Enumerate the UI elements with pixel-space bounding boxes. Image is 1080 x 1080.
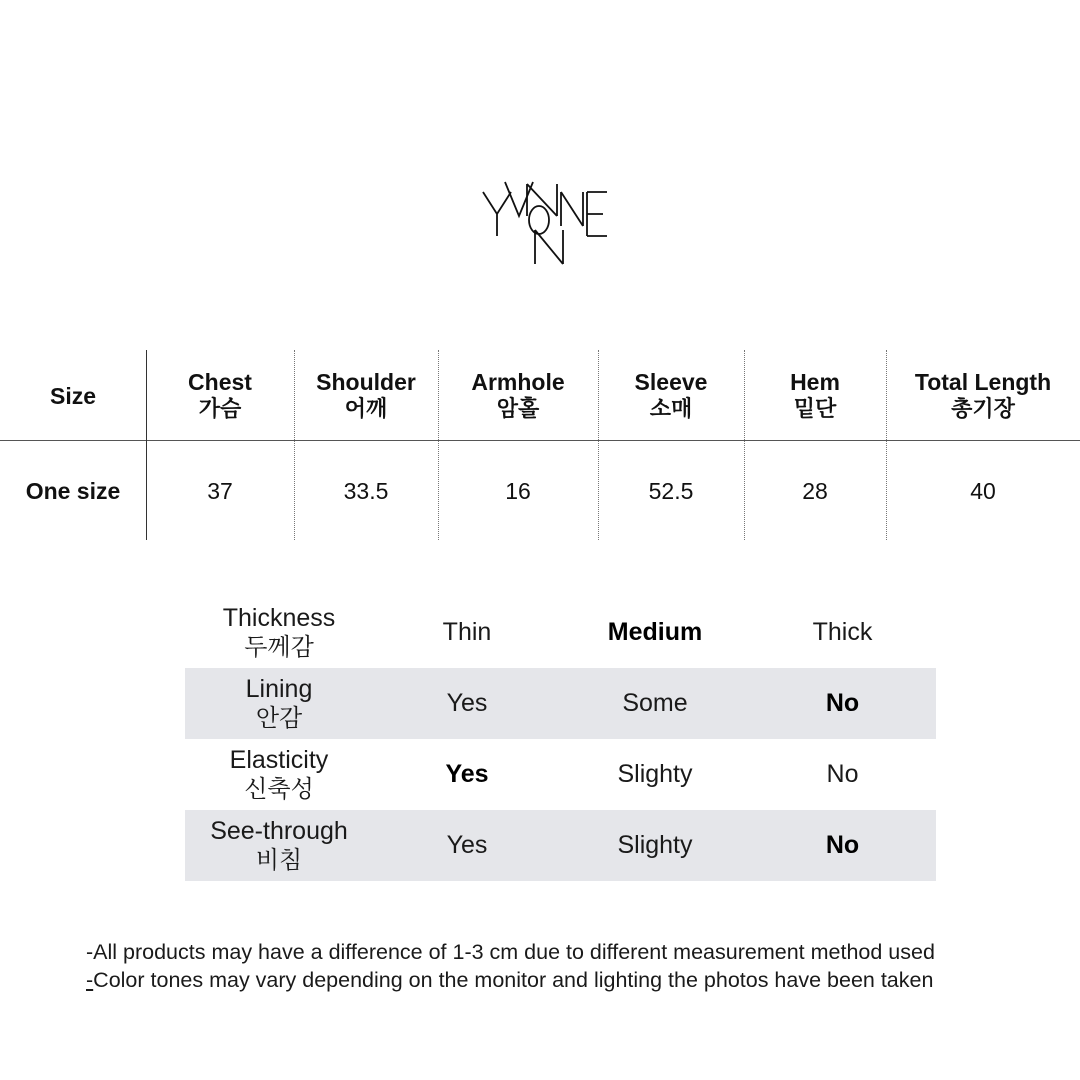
note-dash: - [86, 968, 94, 992]
fabric-row-thickness [185, 597, 936, 668]
note-text: Color tones may vary depending on the monitor and lighting the photos have been taken [93, 968, 934, 992]
attribute-en: Elasticity [229, 745, 329, 774]
fabric-option-selected: No [825, 689, 860, 717]
fabric-option: Slighty [617, 760, 693, 788]
col-header-total-length [886, 350, 1080, 441]
fabric-info-table [185, 597, 936, 881]
size-name: One size [25, 477, 121, 504]
fabric-attribute [185, 597, 373, 668]
size-header-label: Size [49, 382, 97, 409]
fabric-option: Some [622, 689, 688, 717]
size-table [0, 350, 1080, 540]
note-line: -All products may have a difference of 1-3 cm due to different measurement method used [86, 940, 935, 964]
column-divider [438, 350, 439, 540]
column-divider [294, 350, 295, 540]
fabric-option-selected: No [825, 831, 860, 859]
fabric-attribute [185, 668, 373, 739]
fabric-option-selected: Yes [445, 760, 489, 788]
attribute-ko: 안감 [255, 703, 303, 732]
col-header-en: Hem [790, 368, 840, 395]
size-table-header [0, 350, 1080, 441]
fabric-option: No [826, 760, 859, 788]
disclaimer-notes [86, 938, 1066, 994]
column-divider [146, 350, 147, 540]
fabric-option: Thin [442, 618, 492, 646]
fabric-option: Thick [812, 618, 873, 646]
col-header-ko: 어깨 [344, 396, 388, 422]
col-header-ko: 소매 [649, 396, 693, 422]
column-divider [744, 350, 745, 540]
col-header-en: Shoulder [316, 368, 416, 395]
brand-logo-mark [475, 180, 615, 270]
value-total-length: 40 [970, 477, 996, 504]
fabric-row-lining [185, 668, 936, 739]
col-header-en: Total Length [914, 368, 1052, 395]
fabric-option: Yes [446, 689, 488, 717]
note-line [86, 966, 1066, 994]
value-chest: 37 [207, 477, 233, 504]
col-header-armhole [438, 350, 598, 441]
brand-logo [475, 180, 615, 270]
value-shoulder: 33.5 [343, 477, 389, 504]
col-header-hem [744, 350, 886, 441]
fabric-row-elasticity [185, 739, 936, 810]
col-header-chest [146, 350, 294, 441]
attribute-en: See-through [210, 816, 348, 845]
attribute-ko: 신축성 [244, 774, 314, 803]
value-armhole: 16 [505, 477, 531, 504]
value-sleeve: 52.5 [648, 477, 694, 504]
size-header-cell [0, 350, 146, 441]
column-divider [886, 350, 887, 540]
fabric-option: Slighty [617, 831, 693, 859]
column-divider [598, 350, 599, 540]
col-header-en: Armhole [471, 368, 565, 395]
value-hem: 28 [802, 477, 828, 504]
fabric-option: Yes [446, 831, 488, 859]
col-header-ko: 가슴 [198, 396, 242, 422]
size-name-cell [0, 441, 146, 540]
table-row [0, 441, 1080, 540]
fabric-option-selected: Medium [607, 618, 703, 646]
col-header-sleeve [598, 350, 744, 441]
attribute-en: Thickness [222, 603, 336, 632]
col-header-shoulder [294, 350, 438, 441]
fabric-attribute [185, 739, 373, 810]
attribute-ko: 두께감 [244, 632, 314, 661]
col-header-en: Sleeve [634, 368, 708, 395]
fabric-row-see-through [185, 810, 936, 881]
col-header-en: Chest [188, 368, 252, 395]
attribute-ko: 비침 [255, 845, 303, 874]
col-header-ko: 밑단 [793, 396, 837, 422]
fabric-attribute [185, 810, 373, 881]
col-header-ko: 총기장 [951, 396, 1015, 422]
col-header-ko: 암홀 [496, 396, 540, 422]
attribute-en: Lining [245, 674, 313, 703]
